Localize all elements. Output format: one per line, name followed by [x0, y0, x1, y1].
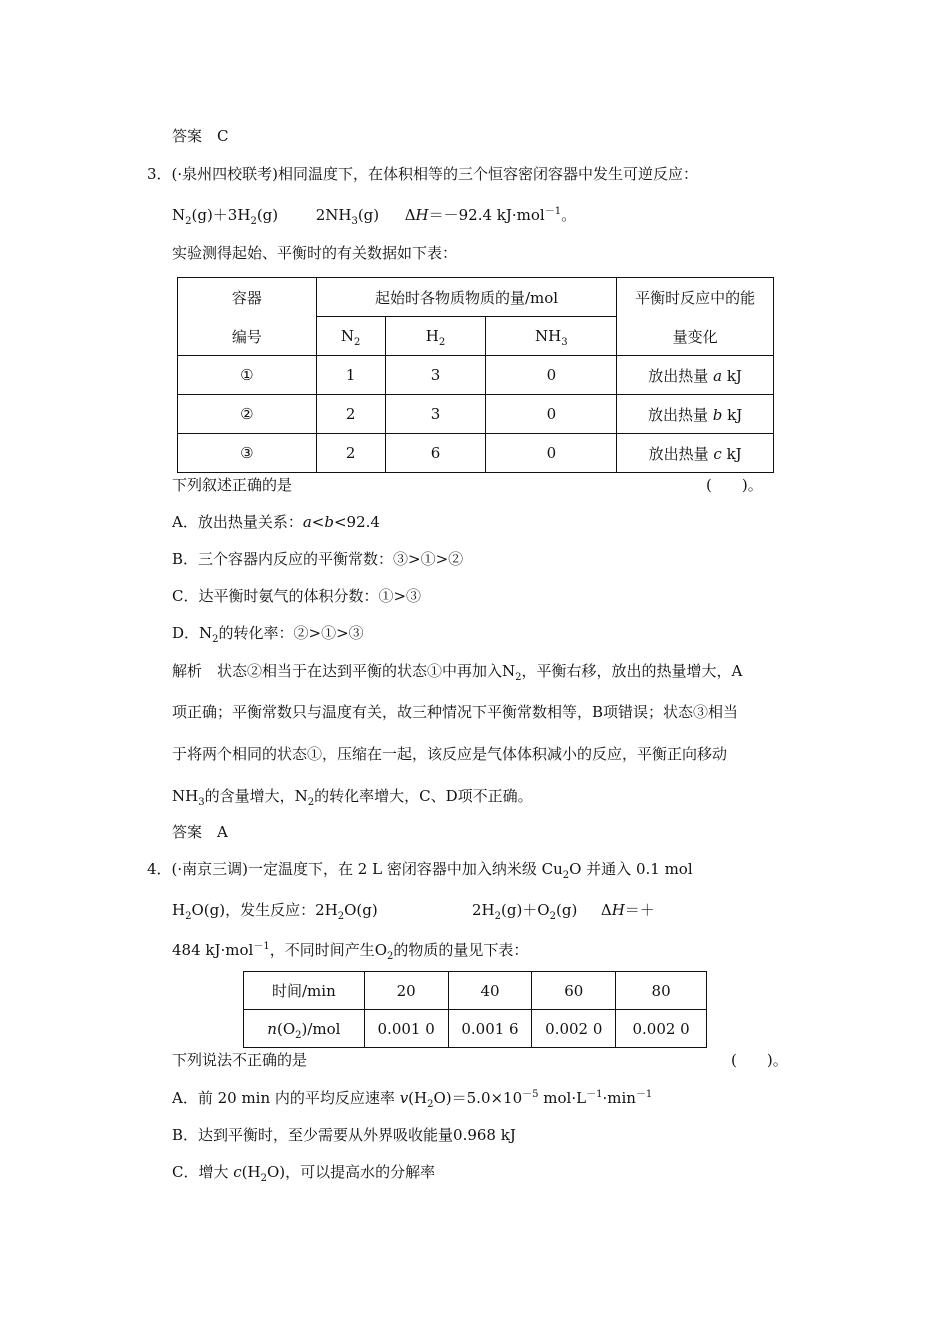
cell-id: ② [178, 395, 317, 434]
q3-option-b: B．三个容器内反应的平衡常数：③>①>② [172, 550, 464, 568]
q3-header-n2: $N_2$ [316, 317, 385, 356]
q3-header-h2: $H_2$ [385, 317, 486, 356]
cell-energy: 放出热量 b kJ [617, 395, 774, 434]
q3-analysis-line-2: 项正确；平衡常数只与温度有关，故三种情况下平衡常数相等，B项错误；状态③相当 [172, 703, 739, 721]
q3-header-energy: 平衡时反应中的能 量变化 [617, 278, 774, 356]
cell-nh3: 0 [486, 356, 617, 395]
table-row [178, 434, 774, 473]
time-cell: 80 [616, 972, 707, 1010]
time-cell: 40 [448, 972, 532, 1010]
q3-prompt: 下列叙述正确的是 [172, 476, 293, 494]
cell-nh3: 0 [486, 434, 617, 473]
time-cell: 60 [532, 972, 616, 1010]
cell-n2: 2 [316, 434, 385, 473]
q3-analysis-line-1: 解析 状态②相当于在达到平衡的状态①中再加入$N_2$，平衡右移，放出的热量增大，A [172, 662, 743, 683]
cell-h2: 3 [385, 395, 486, 434]
table-row [178, 395, 774, 434]
q3-option-c: C．达平衡时氨气的体积分数：①>③ [172, 587, 422, 605]
q4-data-table [243, 971, 707, 1048]
q3-stem: 3．(·泉州四校联考)相同温度下，在体积相等的三个恒容密闭容器中发生可逆反应： [147, 165, 699, 183]
q4-header-n-o2: $n(O_2)$/mol [244, 1010, 365, 1048]
cell-n2: 1 [316, 356, 385, 395]
q3-header-container: 容器 编号 [178, 278, 317, 356]
q4-enthalpy-line: 484 kJ·mol$^{-1}$，不同时间产生$O_2$的物质的量见下表： [172, 941, 529, 962]
q2-answer: 答案 C [172, 127, 229, 145]
table-row [244, 1010, 707, 1048]
time-cell: 20 [364, 972, 448, 1010]
table-row [178, 356, 774, 395]
q3-header-nh3: $NH_3$ [486, 317, 617, 356]
value-cell: 0.002 0 [616, 1010, 707, 1048]
q3-option-a: A．放出热量关系：a<b<92.4 [172, 513, 380, 531]
value-cell: 0.001 0 [364, 1010, 448, 1048]
q4-header-time: 时间/min [244, 972, 365, 1010]
q3-answer: 答案 A [172, 823, 228, 841]
q3-equation: $N_2(g)+3H_2(g)$ $2NH_3(g)$ ΔH＝－92.4 kJ·mol$^{-1}$。 [172, 206, 577, 227]
cell-n2: 2 [316, 395, 385, 434]
q4-reaction-line: $H_2O(g)$，发生反应：$2H_2O(g)$ $2H_2(g)+O_2(g)$ ΔH＝＋ [172, 901, 655, 922]
value-cell: 0.002 0 [532, 1010, 616, 1048]
q3-data-table [177, 277, 774, 473]
cell-energy: 放出热量 a kJ [617, 356, 774, 395]
q4-option-b: B．达到平衡时，至少需要从外界吸收能量0.968 kJ [172, 1126, 516, 1144]
cell-h2: 6 [385, 434, 486, 473]
cell-energy: 放出热量 c kJ [617, 434, 774, 473]
q4-option-c: C．增大 $c(H_2O)$，可以提高水的分解率 [172, 1163, 436, 1184]
value-cell: 0.001 6 [448, 1010, 532, 1048]
q3-header-initial: 起始时各物质物质的量/mol [316, 278, 617, 317]
q4-stem: 4．(·南京三调)一定温度下，在 2 L 密闭容器中加入纳米级 $Cu_2O$ 并通入 0.1 mol [147, 860, 693, 881]
q4-option-a: A．前 20 min 内的平均反应速率 $v(H_2O)=5.0\times 10^{-5}$ $mol\cdot L^{-1}\cdot\min^{-1}$ [172, 1089, 653, 1110]
cell-id: ① [178, 356, 317, 395]
q3-option-d: D．$N_2$的转化率：②>①>③ [172, 624, 364, 645]
q3-analysis-line-4: $NH_3$的含量增大，$N_2$的转化率增大，C、D项不正确。 [172, 787, 533, 808]
q3-analysis-line-3: 于将两个相同的状态①，压缩在一起，该反应是气体体积减小的反应，平衡正向移动 [172, 745, 728, 763]
cell-nh3: 0 [486, 395, 617, 434]
q4-prompt: 下列说法不正确的是 [172, 1051, 308, 1069]
cell-id: ③ [178, 434, 317, 473]
q3-answer-bracket: ( )。 [706, 476, 763, 494]
table-row [244, 972, 707, 1010]
cell-h2: 3 [385, 356, 486, 395]
q4-answer-bracket: ( )。 [731, 1051, 788, 1069]
q3-table-intro: 实验测得起始、平衡时的有关数据如下表： [172, 244, 458, 262]
